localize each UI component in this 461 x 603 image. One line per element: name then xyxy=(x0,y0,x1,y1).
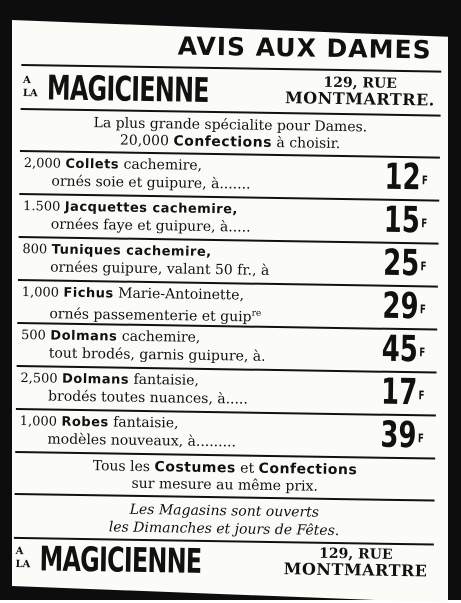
item-desc: Marie-Antoinette, xyxy=(118,286,244,304)
brand-name: MAGICIENNE xyxy=(47,68,209,111)
costumes-w4: Confections xyxy=(258,461,357,479)
item-qty: 1,000 xyxy=(22,285,59,301)
hours-line-2: les Dimanches et jours de Fêtes. xyxy=(14,517,434,542)
intro-product: Confections xyxy=(173,133,272,151)
item-qty: 2,500 xyxy=(20,371,57,387)
list-item xyxy=(19,195,440,245)
item-product: Tuniques cachemire, xyxy=(52,242,212,260)
brand-number: 129, RUE xyxy=(285,74,435,92)
item-desc: fantaisie, xyxy=(133,372,199,389)
item-line-1 xyxy=(20,370,199,390)
item-line-2: ornés soie et guipure, à....... xyxy=(51,173,250,193)
item-desc: cachemire, xyxy=(122,329,201,346)
intro-line-1: La plus grande spécialite pour Dames. xyxy=(20,114,440,138)
list-item xyxy=(19,152,440,202)
item-line-1 xyxy=(20,413,179,432)
item-line-2-text: ornés passementerie et guip xyxy=(49,306,251,325)
price-value: 29 xyxy=(382,286,419,328)
intro-block xyxy=(20,110,441,159)
price-value: 45 xyxy=(381,329,418,371)
ad-title: AVIS AUX DAMES xyxy=(21,22,442,73)
price-unit: F xyxy=(419,345,425,359)
item-price xyxy=(383,201,427,242)
brand-footer-number: 129, RUE xyxy=(284,545,428,563)
item-desc: fantaisie, xyxy=(113,414,179,431)
list-item xyxy=(17,324,438,374)
item-qty: 1.500 xyxy=(23,199,60,215)
price-value: 39 xyxy=(380,415,417,457)
item-line-1 xyxy=(22,284,244,304)
item-qty: 800 xyxy=(22,242,47,257)
costumes-w3: et xyxy=(240,460,254,476)
item-price xyxy=(380,373,424,414)
item-product: Dolmans xyxy=(50,328,117,344)
price-unit: F xyxy=(420,259,426,273)
price-value: 12 xyxy=(384,157,421,199)
item-qty: 2,000 xyxy=(24,156,61,172)
price-unit: F xyxy=(422,173,428,187)
brand-footer-name: MAGICIENNE xyxy=(39,539,201,582)
item-desc: cachemire, xyxy=(123,157,202,174)
item-price xyxy=(381,330,425,371)
brand-prefix xyxy=(23,74,38,100)
item-qty: 500 xyxy=(21,328,46,343)
price-value: 15 xyxy=(383,200,420,242)
item-line-1 xyxy=(21,327,200,347)
list-item xyxy=(18,238,439,288)
price-unit: F xyxy=(418,388,424,402)
item-product: Robes xyxy=(61,415,109,431)
item-line-2: tout brodés, garnis guipure, à. xyxy=(49,345,266,365)
item-line-1 xyxy=(23,198,238,218)
brand-footer-prefix-a: A xyxy=(16,545,31,558)
brand-header xyxy=(21,66,442,117)
price-unit: F xyxy=(420,302,426,316)
item-product: Dolmans xyxy=(62,372,129,388)
item-line-1 xyxy=(22,241,212,261)
price-value: 25 xyxy=(383,243,420,285)
item-product: Collets xyxy=(65,157,119,173)
item-line-2: brodés toutes nuances, à..... xyxy=(48,388,248,408)
price-value: 17 xyxy=(380,372,417,414)
price-unit: F xyxy=(417,431,423,445)
brand-address xyxy=(285,74,435,108)
advertisement xyxy=(13,22,442,585)
costumes-w2: Costumes xyxy=(154,459,236,476)
brand-footer-prefix-la: LA xyxy=(15,558,30,571)
brand-footer xyxy=(13,537,434,588)
item-price xyxy=(380,416,424,457)
brand-footer-address xyxy=(284,545,428,579)
item-line-2: ornées guipure, valant 50 fr., à xyxy=(50,259,269,279)
list-item xyxy=(16,367,437,417)
list-item xyxy=(17,281,438,331)
item-line-2: modèles nouveaux, à......... xyxy=(47,431,236,451)
costumes-line-2: sur mesure au même prix. xyxy=(15,474,435,498)
hours-line-1: Les Magasins sont ouverts xyxy=(14,499,434,524)
price-unit: F xyxy=(421,216,427,230)
brand-prefix-a: A xyxy=(23,74,38,87)
intro-rest: à choisir. xyxy=(276,135,340,152)
item-price xyxy=(383,244,427,285)
brand-footer-street: MONTMARTRE xyxy=(284,561,428,579)
intro-qty: 20,000 xyxy=(120,133,169,150)
item-product: Jacquettes cachemire, xyxy=(65,200,238,218)
item-product: Fichus xyxy=(63,286,114,302)
item-price xyxy=(382,287,426,328)
item-line-2 xyxy=(49,302,261,326)
item-line-1 xyxy=(24,155,203,175)
brand-footer-prefix xyxy=(15,545,30,571)
item-line-2: ornées faye et guipure, à..... xyxy=(51,216,251,236)
list-item xyxy=(15,410,436,460)
item-qty: 1,000 xyxy=(20,414,57,430)
costumes-notice xyxy=(15,453,436,502)
brand-street: MONTMARTRE. xyxy=(285,90,435,108)
brand-prefix-la: LA xyxy=(23,87,38,100)
costumes-w1: Tous les xyxy=(93,458,151,475)
item-price xyxy=(384,158,428,199)
item-line-2-sup: re xyxy=(252,309,262,319)
